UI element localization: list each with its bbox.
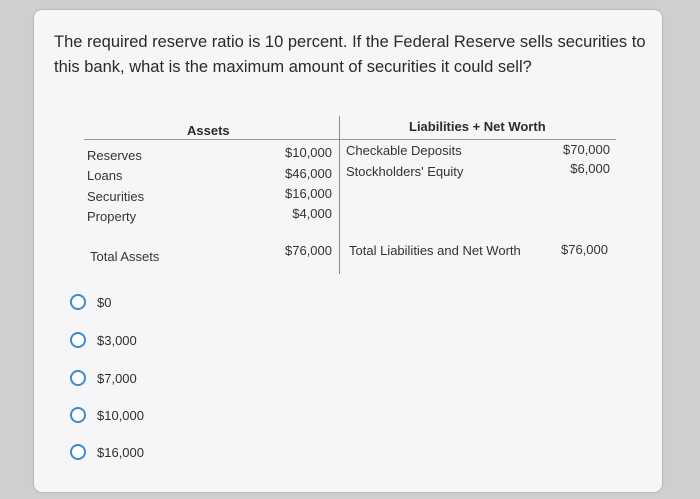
asset-label-loans: Loans (87, 168, 123, 183)
liability-label-stockholders-equity: Stockholders' Equity (346, 164, 464, 179)
total-assets-label: Total Assets (90, 249, 160, 264)
liability-label-checkable-deposits: Checkable Deposits (346, 143, 462, 158)
radio-button[interactable] (70, 294, 86, 310)
total-liabilities-value: $76,000 (561, 242, 608, 257)
answer-option[interactable] (70, 328, 137, 352)
total-assets-value: $76,000 (285, 243, 332, 258)
asset-label-securities: Securities (87, 189, 145, 204)
total-liabilities-label: Total Liabilities and Net Worth (349, 243, 521, 258)
header-divider (84, 139, 616, 140)
answer-option-label: $7,000 (97, 370, 137, 386)
asset-value-property: $4,000 (292, 206, 332, 221)
answer-option[interactable] (70, 403, 144, 427)
asset-value-securities: $16,000 (285, 186, 332, 201)
asset-value-loans: $46,000 (285, 166, 332, 181)
radio-button[interactable] (70, 407, 86, 423)
asset-label-reserves: Reserves (87, 148, 142, 163)
assets-header: Assets (187, 123, 230, 138)
answer-option[interactable] (70, 290, 111, 314)
radio-button[interactable] (70, 370, 86, 386)
answer-option-label: $0 (97, 294, 112, 310)
asset-label-property: Property (87, 209, 137, 224)
answer-option-label: $3,000 (97, 332, 137, 348)
asset-value-reserves: $10,000 (285, 145, 332, 160)
answer-option[interactable] (70, 440, 144, 464)
radio-button[interactable] (70, 444, 86, 460)
t-account-divider (339, 116, 340, 274)
liabilities-header: Liabilities + Net Worth (409, 119, 546, 134)
liability-value-stockholders-equity: $6,000 (570, 161, 610, 176)
answer-option-label: $16,000 (97, 444, 144, 460)
question-text: The required reserve ratio is 10 percent. If the Federal Reserve sells securities to this bank, what is the maximum amount of securities it could sell? (54, 33, 646, 76)
radio-button[interactable] (70, 332, 86, 348)
liability-value-checkable-deposits: $70,000 (563, 142, 610, 157)
answer-option[interactable] (70, 366, 137, 390)
answer-option-label: $10,000 (97, 407, 144, 423)
